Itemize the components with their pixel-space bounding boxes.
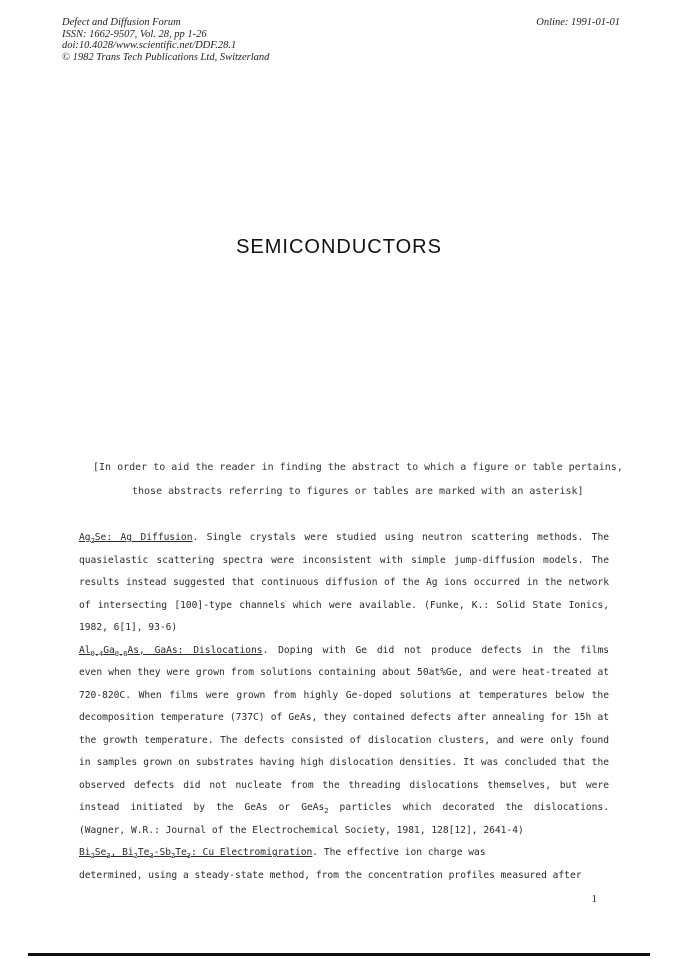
abstract-2-line: instead initiated by the GeAs or GeAs$_2$ particles which decorated the dislocations. — [79, 802, 609, 815]
abstract-2-line: in samples grown on substrates having high dislocation densities. It was concluded that the — [79, 757, 609, 768]
note-line-1: [In order to aid the reader in finding the abstract to which a figure or table pertains, — [93, 462, 623, 473]
online-date: Online: 1991-01-01 — [536, 17, 620, 28]
abstract-2-line: the growth temperature. The defects consisted of dislocation clusters, and were only found — [79, 734, 609, 746]
abstract-1-line: $Ag_2Se$: Ag Diffusion. Single crystals were studied using neutron scattering methods. The — [79, 532, 609, 545]
abstract-2-line: decomposition temperature (737C) of GeAs, they contained defects after annealing for 15h at — [79, 712, 609, 723]
abstract-2-line: 720-820C. When films were grown from highly Ge-doped solutions at temperatures below the — [79, 689, 609, 701]
page-title: SEMICONDUCTORS — [236, 236, 442, 258]
header-citation — [62, 17, 269, 63]
abstract-3-line: determined, using a steady-state method, from the concentration profiles measured after — [79, 869, 582, 881]
abstract-2-line: $Al_{0.4}Ga_{0.6}As$, GaAs: Dislocations. Doping with Ge did not produce defects in the films — [79, 644, 609, 658]
bottom-rule — [28, 953, 650, 956]
abstract-1-line: 1982, 6[1], 93-6) — [79, 622, 178, 633]
journal-name: Defect and Diffusion Forum — [62, 17, 181, 28]
abstract-1-line: results instead suggested that continuous diffusion of the Ag ions occurred in the network — [79, 577, 609, 588]
abstract-2-heading: $Al_{0.4}Ga_{0.6}As$, GaAs: Dislocations — [79, 644, 263, 658]
doi-line: doi:10.4028/www.scientific.net/DDF.28.1 — [62, 40, 237, 51]
abstract-1-heading: $Ag_2Se$: Ag Diffusion — [79, 532, 193, 545]
abstract-3-heading: $Bi_2Se_3$, $Bi_2Te_3-Sb_2Te_3$: Cu Electromigration — [79, 847, 313, 860]
abstract-2-line: (Wagner, W.R.: Journal of the Electrochemical Society, 1981, 128[12], 2641-4) — [79, 824, 524, 836]
abstract-2-line: observed defects did not nucleate from the threading dislocations themselves, but were — [79, 779, 609, 791]
page-number: 1 — [591, 893, 597, 905]
abstract-1-line: of intersecting [100]-type channels which were available. (Funke, K.: Solid State Ionics, — [79, 599, 609, 611]
copyright-line: © 1982 Trans Tech Publications Ltd, Switzerland — [62, 51, 270, 63]
abstract-1-line: quasielastic scattering spectra were inconsistent with simple jump-diffusion models. The — [79, 554, 609, 566]
abstracts-body — [79, 530, 609, 890]
note-line-2: those abstracts referring to figures or tables are marked with an asterisk] — [132, 486, 584, 497]
abstract-3-line: $Bi_2Se_3$, $Bi_2Te_3-Sb_2Te_3$: Cu Electromigration. The effective ion charge was — [79, 847, 486, 860]
abstract-2-line: even when they were grown from solutions containing about 50at%Ge, and were heat-treated at — [79, 667, 609, 678]
issn-line: ISSN: 1662-9507, Vol. 28, pp 1-26 — [62, 28, 207, 40]
